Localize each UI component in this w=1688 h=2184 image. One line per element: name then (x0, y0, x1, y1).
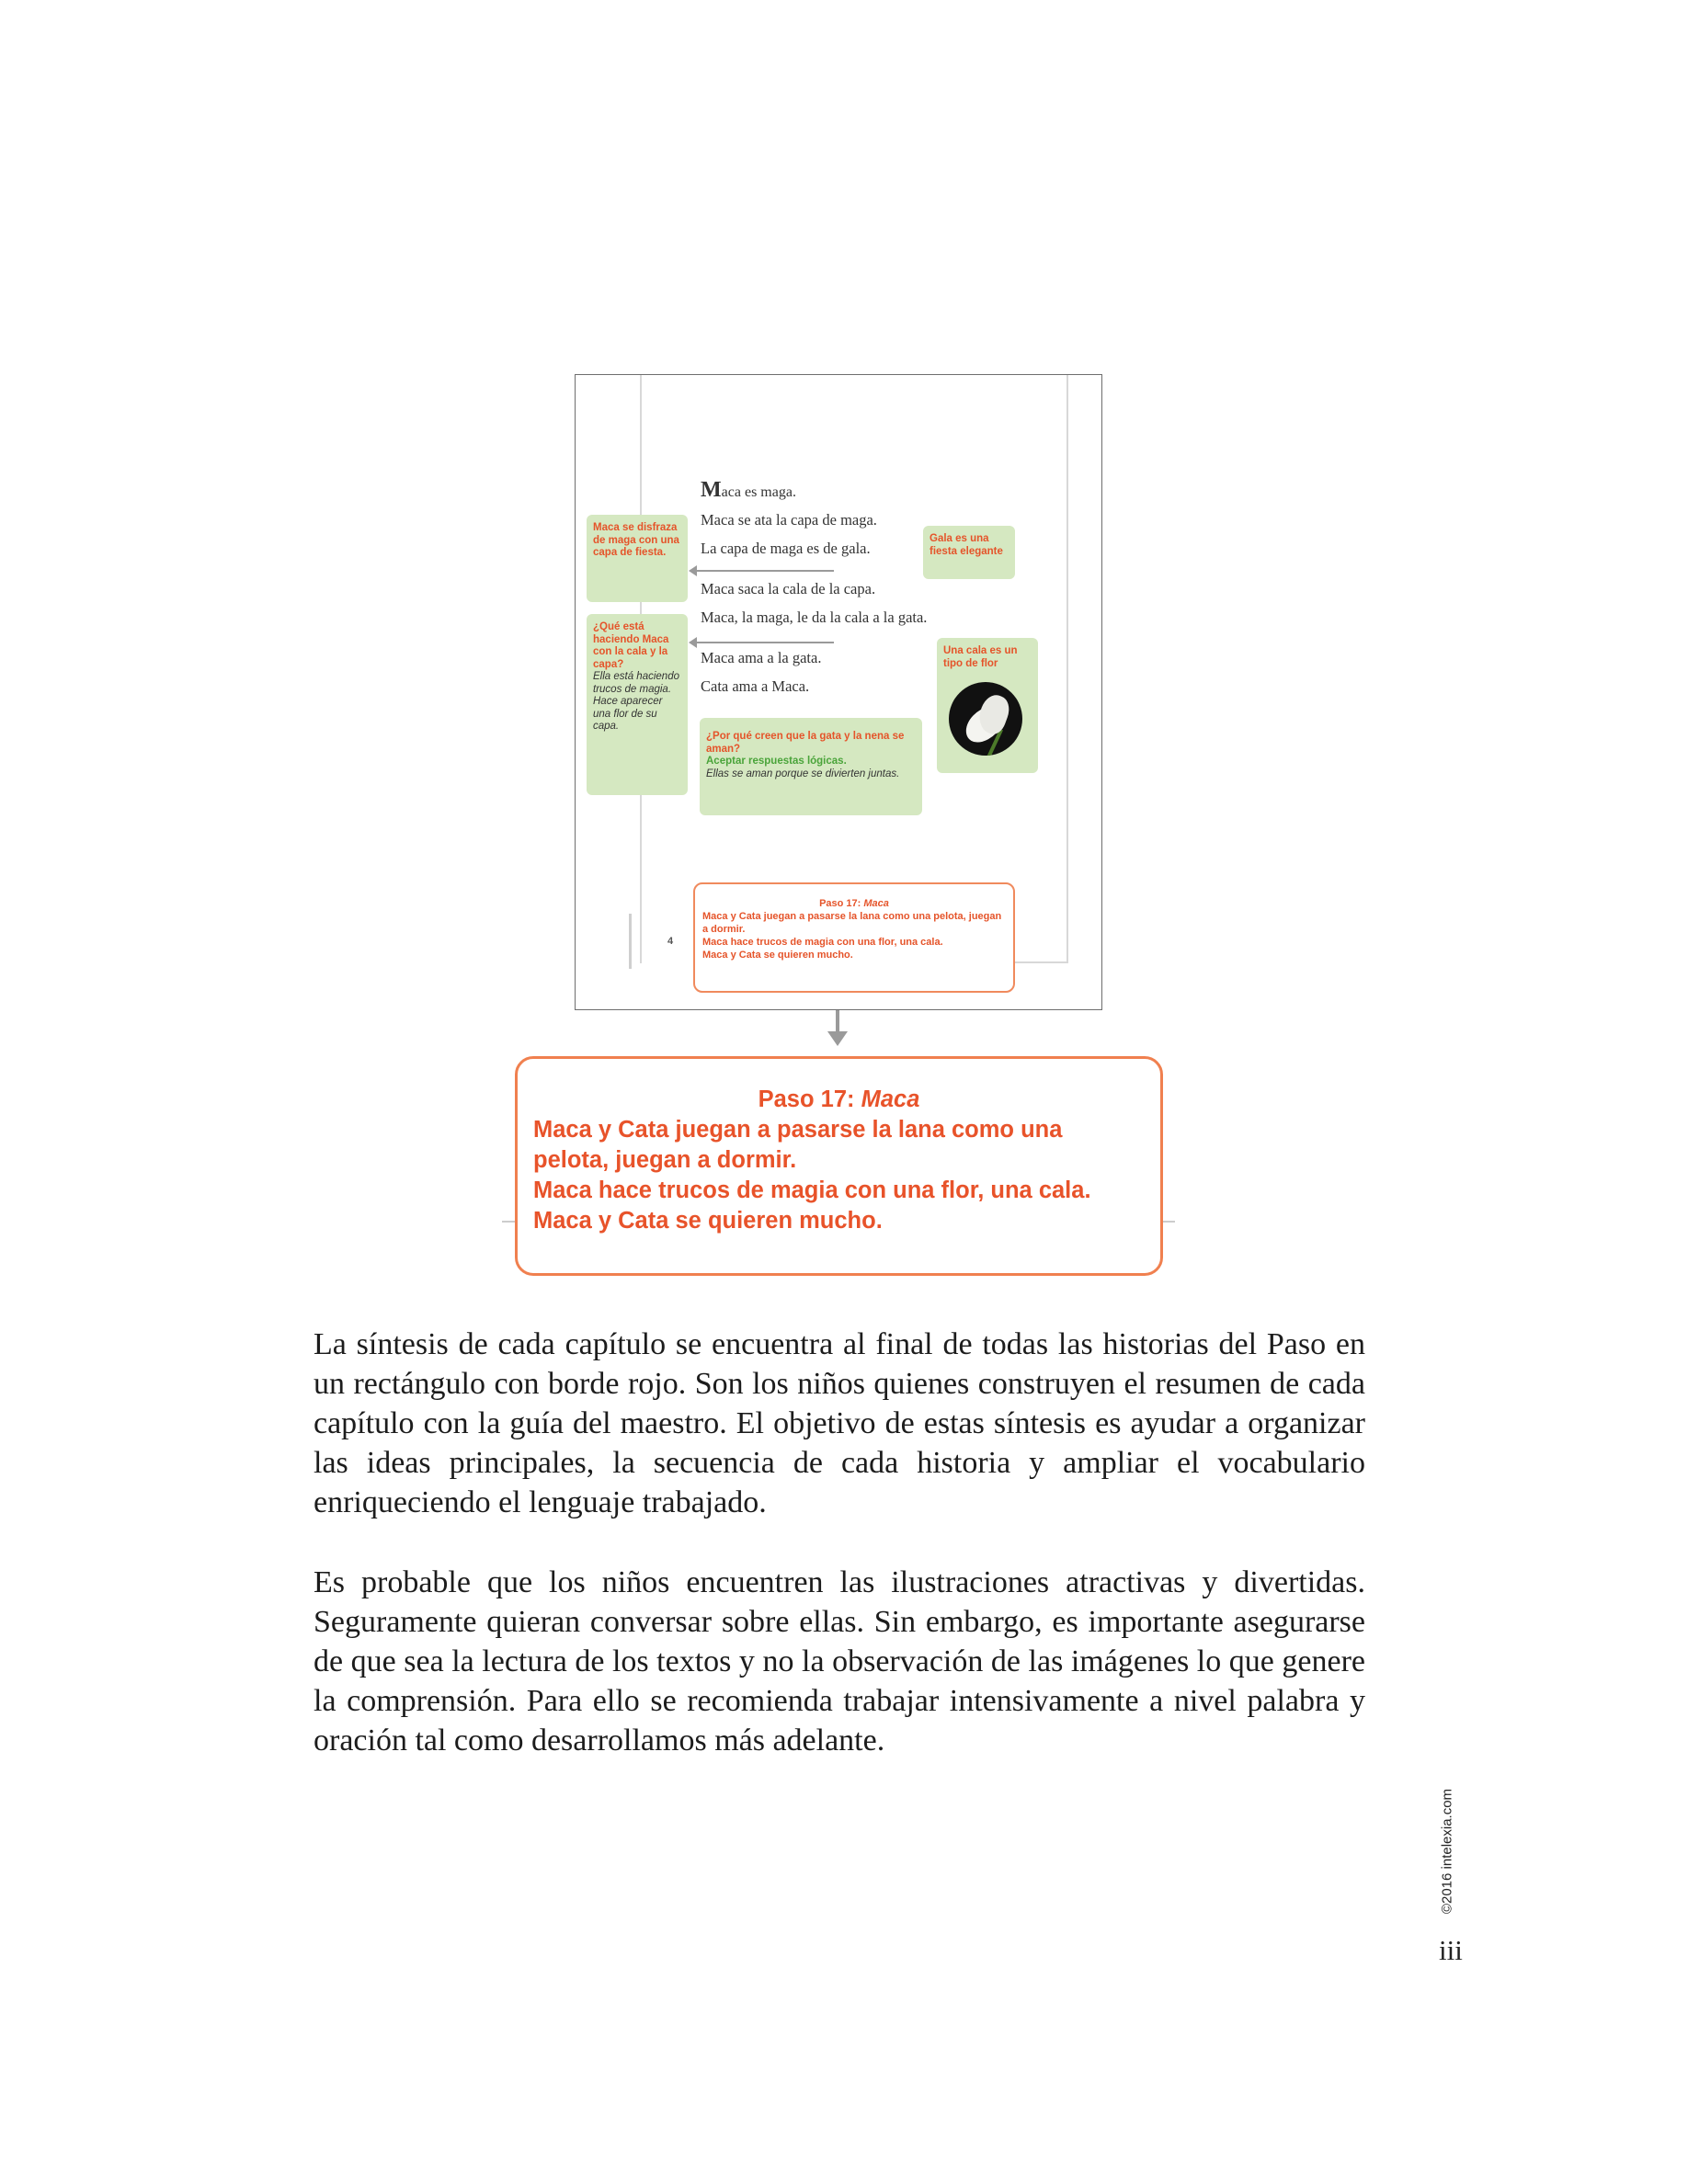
summary-line: pelota, juegan a dormir. (533, 1147, 797, 1173)
story-line: Maca es maga. (701, 478, 796, 502)
arrow-down-icon (827, 1031, 848, 1046)
story-line: Maca saca la cala de la capa. (701, 579, 876, 597)
story-line: Cata ama a Maca. (701, 677, 810, 695)
cala-flower-image (949, 682, 1022, 756)
summary-line: Maca y Cata se quieren mucho. (533, 1208, 883, 1234)
thumb-copyright (627, 914, 634, 969)
page-thumbnail (575, 374, 1102, 1010)
thumb-summary-title: Paso 17: Maca (819, 898, 889, 909)
thumb-page-number: 4 (667, 936, 674, 947)
story-line: Maca se ata la capa de maga. (701, 510, 877, 529)
thumb-summary-line: Maca y Cata juegan a pasarse la lana como una pelota, juegan a dormir. (702, 911, 1002, 935)
summary-box (515, 1056, 1163, 1276)
arrow-left (696, 642, 834, 643)
story-line: Maca, la maga, le da la cala a la gata. (701, 609, 928, 626)
body-paragraph-2: Es probable que los niños encuentren las ilustraciones atractivas y divertidas. Seguramente quieran conversar sobre ellas. Sin embargo, es importante asegurarse de que sea la lectura de los textos y no la observación de las imágenes lo que genere la comprensión. Para ello se recomienda trabajar intensivamente a nivel palabra y oración tal como desarrollamos más adelante. (314, 1565, 1365, 1757)
note-disfraza: Maca se disfraza de maga con una capa de fiesta. (587, 515, 688, 602)
summary-title: Paso 17: Maca (758, 1086, 920, 1112)
page-number: iii (1439, 1934, 1463, 1966)
summary-line: Maca hace trucos de magia con una flor, una cala. (533, 1177, 1091, 1203)
story-line: La capa de maga es de gala. (701, 540, 871, 557)
note-gala: Gala es una fiesta elegante (923, 526, 1015, 579)
note-why: ¿Por qué creen que la gata y la nena se aman? Aceptar respuestas lógicas. Ellas se aman porque se divierten juntas. (700, 718, 922, 815)
body-paragraph-1: La síntesis de cada capítulo se encuentra al final de todas las historias del Paso en un rectángulo con borde rojo. Son los niños quienes construyen el resumen de cada capítulo con la guía del maestro. El objetivo de estas síntesis es ayudar a organizar las ideas principales, la secuencia de cada historia y ampliar el vocabulario enriqueciendo el lenguaje trabajado. (314, 1327, 1365, 1519)
margin-line-right (1066, 375, 1068, 963)
thumb-summary-line: Maca y Cata se quieren mucho. (702, 950, 853, 961)
note-question: ¿Qué está haciendo Maca con la cala y la capa? Ella está haciendo trucos de magia. Hace aparecer una flor de su capa. (587, 614, 688, 795)
thumb-summary-box (693, 882, 1015, 993)
copyright-notice: ©2016 intelexia.com (1439, 1788, 1455, 1915)
summary-line: Maca y Cata juegan a pasarse la lana como una (533, 1117, 1063, 1143)
arrow-left (696, 570, 834, 572)
story-line: Maca ama a la gata. (701, 648, 822, 666)
margin-line-bottom (1011, 961, 1068, 963)
thumb-summary-line: Maca hace trucos de magia con una flor, una cala. (702, 937, 943, 948)
note-cala: Una cala es un tipo de flor (937, 638, 1038, 773)
